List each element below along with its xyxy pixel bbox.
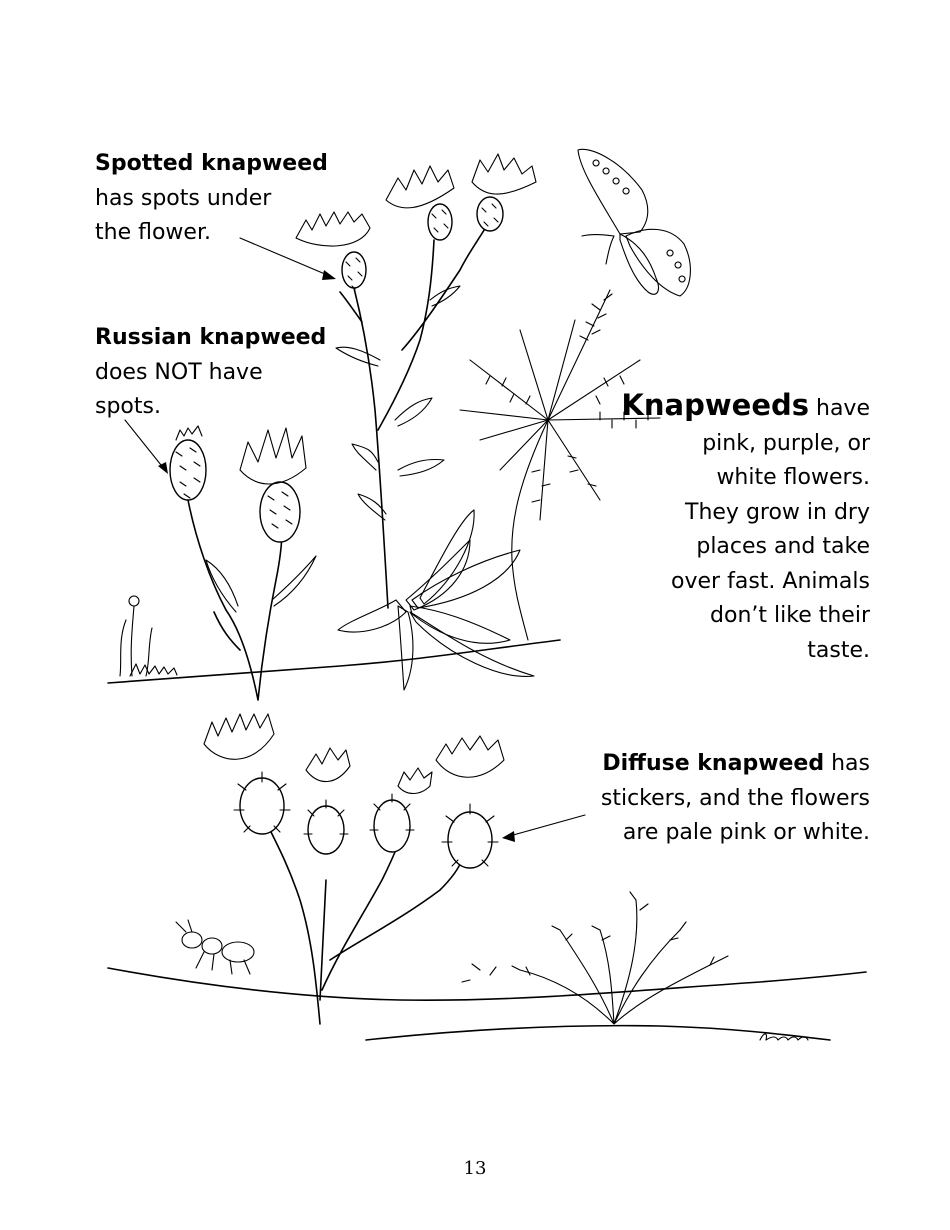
knapweeds-line-7: taste. — [807, 637, 870, 663]
diffuse-knapweed — [204, 714, 504, 1024]
knapweeds-title-rest: have — [809, 396, 870, 421]
diffuse-knapweed-caption — [601, 747, 870, 851]
page-number: 13 — [463, 1158, 487, 1179]
small-flower-stem — [120, 606, 152, 676]
grass-tuft — [130, 664, 177, 676]
small-flower — [129, 596, 139, 606]
russian-knapweed-title: Russian knapweed — [95, 325, 327, 350]
russian-knapweed — [170, 426, 316, 700]
ant — [176, 920, 254, 974]
spotted-knapweed-leaf — [336, 286, 460, 520]
knapweeds-line-5: over fast. Animals — [671, 568, 870, 594]
spotted-knapweed-flowers — [296, 154, 536, 289]
butterfly — [578, 149, 690, 296]
knapweeds-line-6: don’t like their — [710, 603, 870, 628]
knapweeds-line-1: pink, purple, or — [702, 430, 870, 456]
russian-knapweed-caption — [95, 321, 326, 425]
russian-caption-line-1: does NOT have — [95, 359, 263, 385]
knapweeds-line-4: places and take — [696, 534, 870, 559]
diffuse-pointer-arrow — [502, 815, 585, 842]
spotted-caption-line-1: has spots under — [95, 185, 272, 211]
russian-caption-line-2: spots. — [95, 394, 161, 419]
diffuse-knapweed-small-plant — [462, 892, 728, 1024]
diffuse-title-rest: has — [824, 751, 870, 776]
knapweeds-line-2: white flowers. — [716, 465, 870, 490]
diffuse-caption-line-1: stickers, and the flowers — [600, 785, 870, 811]
spotted-knapweed-title: Spotted knapweed — [95, 151, 328, 176]
diffuse-caption-line-2: are pale pink or white. — [622, 820, 870, 845]
knapweeds-description — [621, 388, 870, 668]
ground-line-bottom — [108, 968, 866, 1000]
knapweeds-title: Knapweeds — [621, 388, 810, 422]
knapweeds-line-3: They grow in dry — [685, 499, 870, 525]
spotted-knapweed-caption — [95, 147, 328, 251]
russian-pointer-arrow — [125, 420, 168, 474]
ground-line-lower — [366, 1026, 830, 1040]
ground-line-top — [108, 640, 560, 683]
spotted-caption-line-2: the flower. — [95, 220, 211, 245]
diffuse-knapweed-title: Diffuse knapweed — [602, 751, 825, 776]
